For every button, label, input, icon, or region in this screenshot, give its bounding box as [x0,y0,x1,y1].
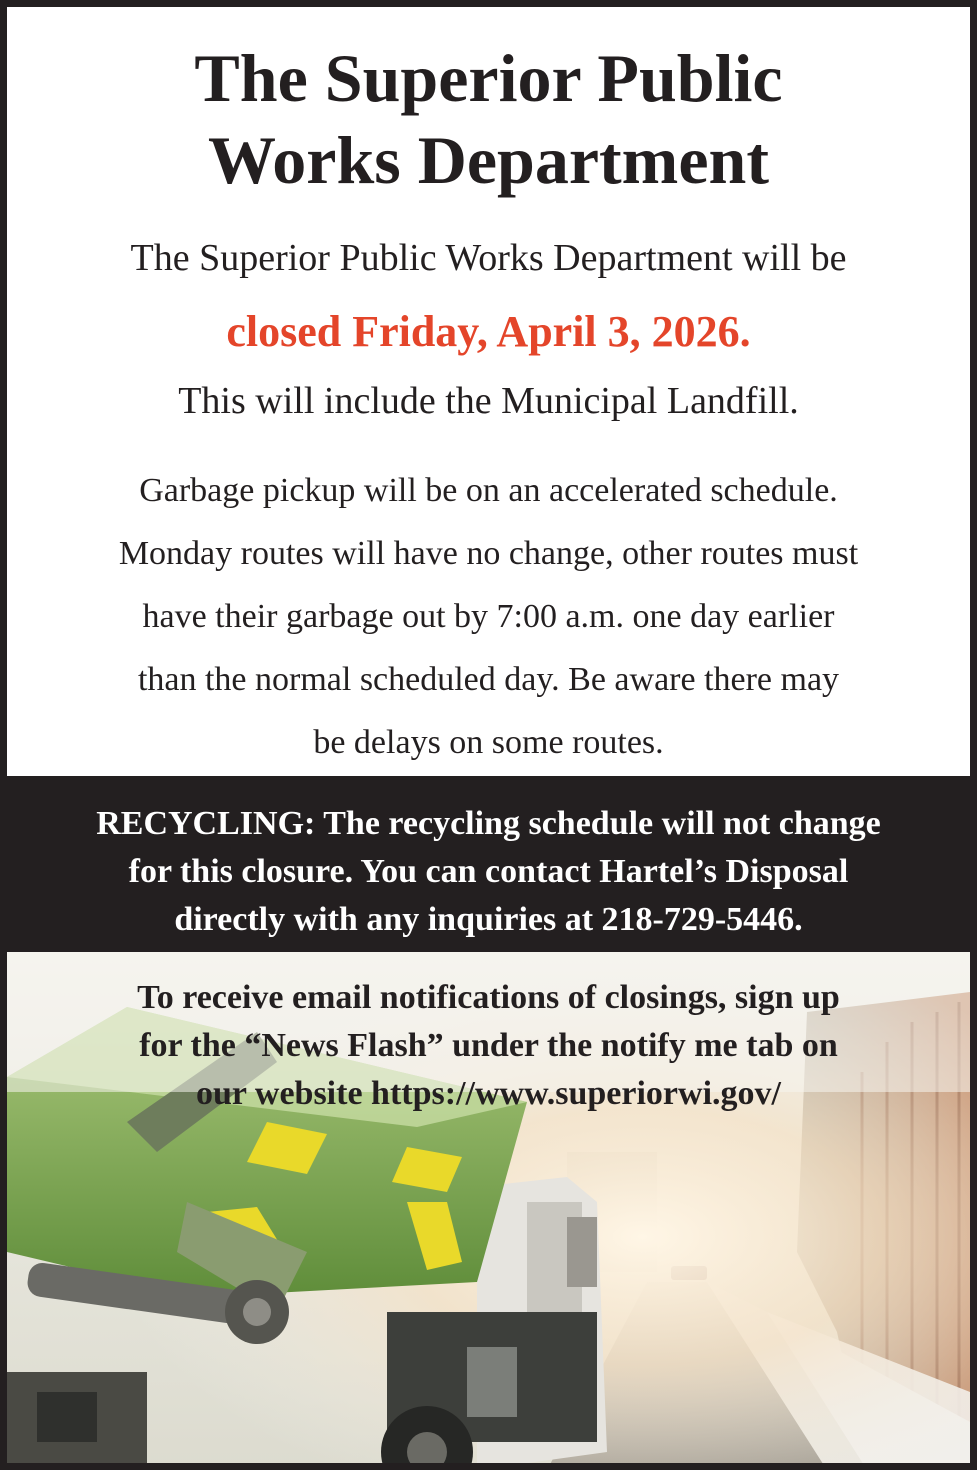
schedule-line: Garbage pickup will be on an accelerated schedule. [139,472,838,509]
landfill-note: This will include the Municipal Landfill. [178,380,799,422]
notify-line: our website https://www.superiorwi.gov/ [196,1075,781,1112]
schedule-line: Monday routes will have no change, other routes must [118,535,859,572]
headline-line-1: The Superior Public [194,40,783,116]
recycling-line: directly with any inquiries at 218-729-5446. [174,901,803,938]
recycling-band [7,776,970,952]
garbage-truck-photo [7,952,970,1470]
announcement-section [7,7,970,776]
recycling-line: RECYCLING: The recycling schedule will not change [96,805,881,842]
schedule-line: have their garbage out by 7:00 a.m. one day earlier [142,598,835,635]
closure-date: closed Friday, April 3, 2026. [226,307,751,356]
intro-text: The Superior Public Works Department will be [130,237,847,279]
email-notification-notice [27,974,950,1118]
notify-line: To receive email notifications of closings, sign up [137,979,840,1016]
schedule-line: be delays on some routes. [313,724,664,761]
recycling-line: for this closure. You can contact Hartel’s Disposal [128,853,849,890]
schedule-line: than the normal scheduled day. Be aware there may [137,661,840,698]
headline-line-2: Works Department [208,122,769,198]
garbage-schedule [27,459,950,774]
headline [7,37,970,201]
notify-line: for the “News Flash” under the notify me tab on [139,1027,838,1064]
recycling-notice [27,800,950,944]
